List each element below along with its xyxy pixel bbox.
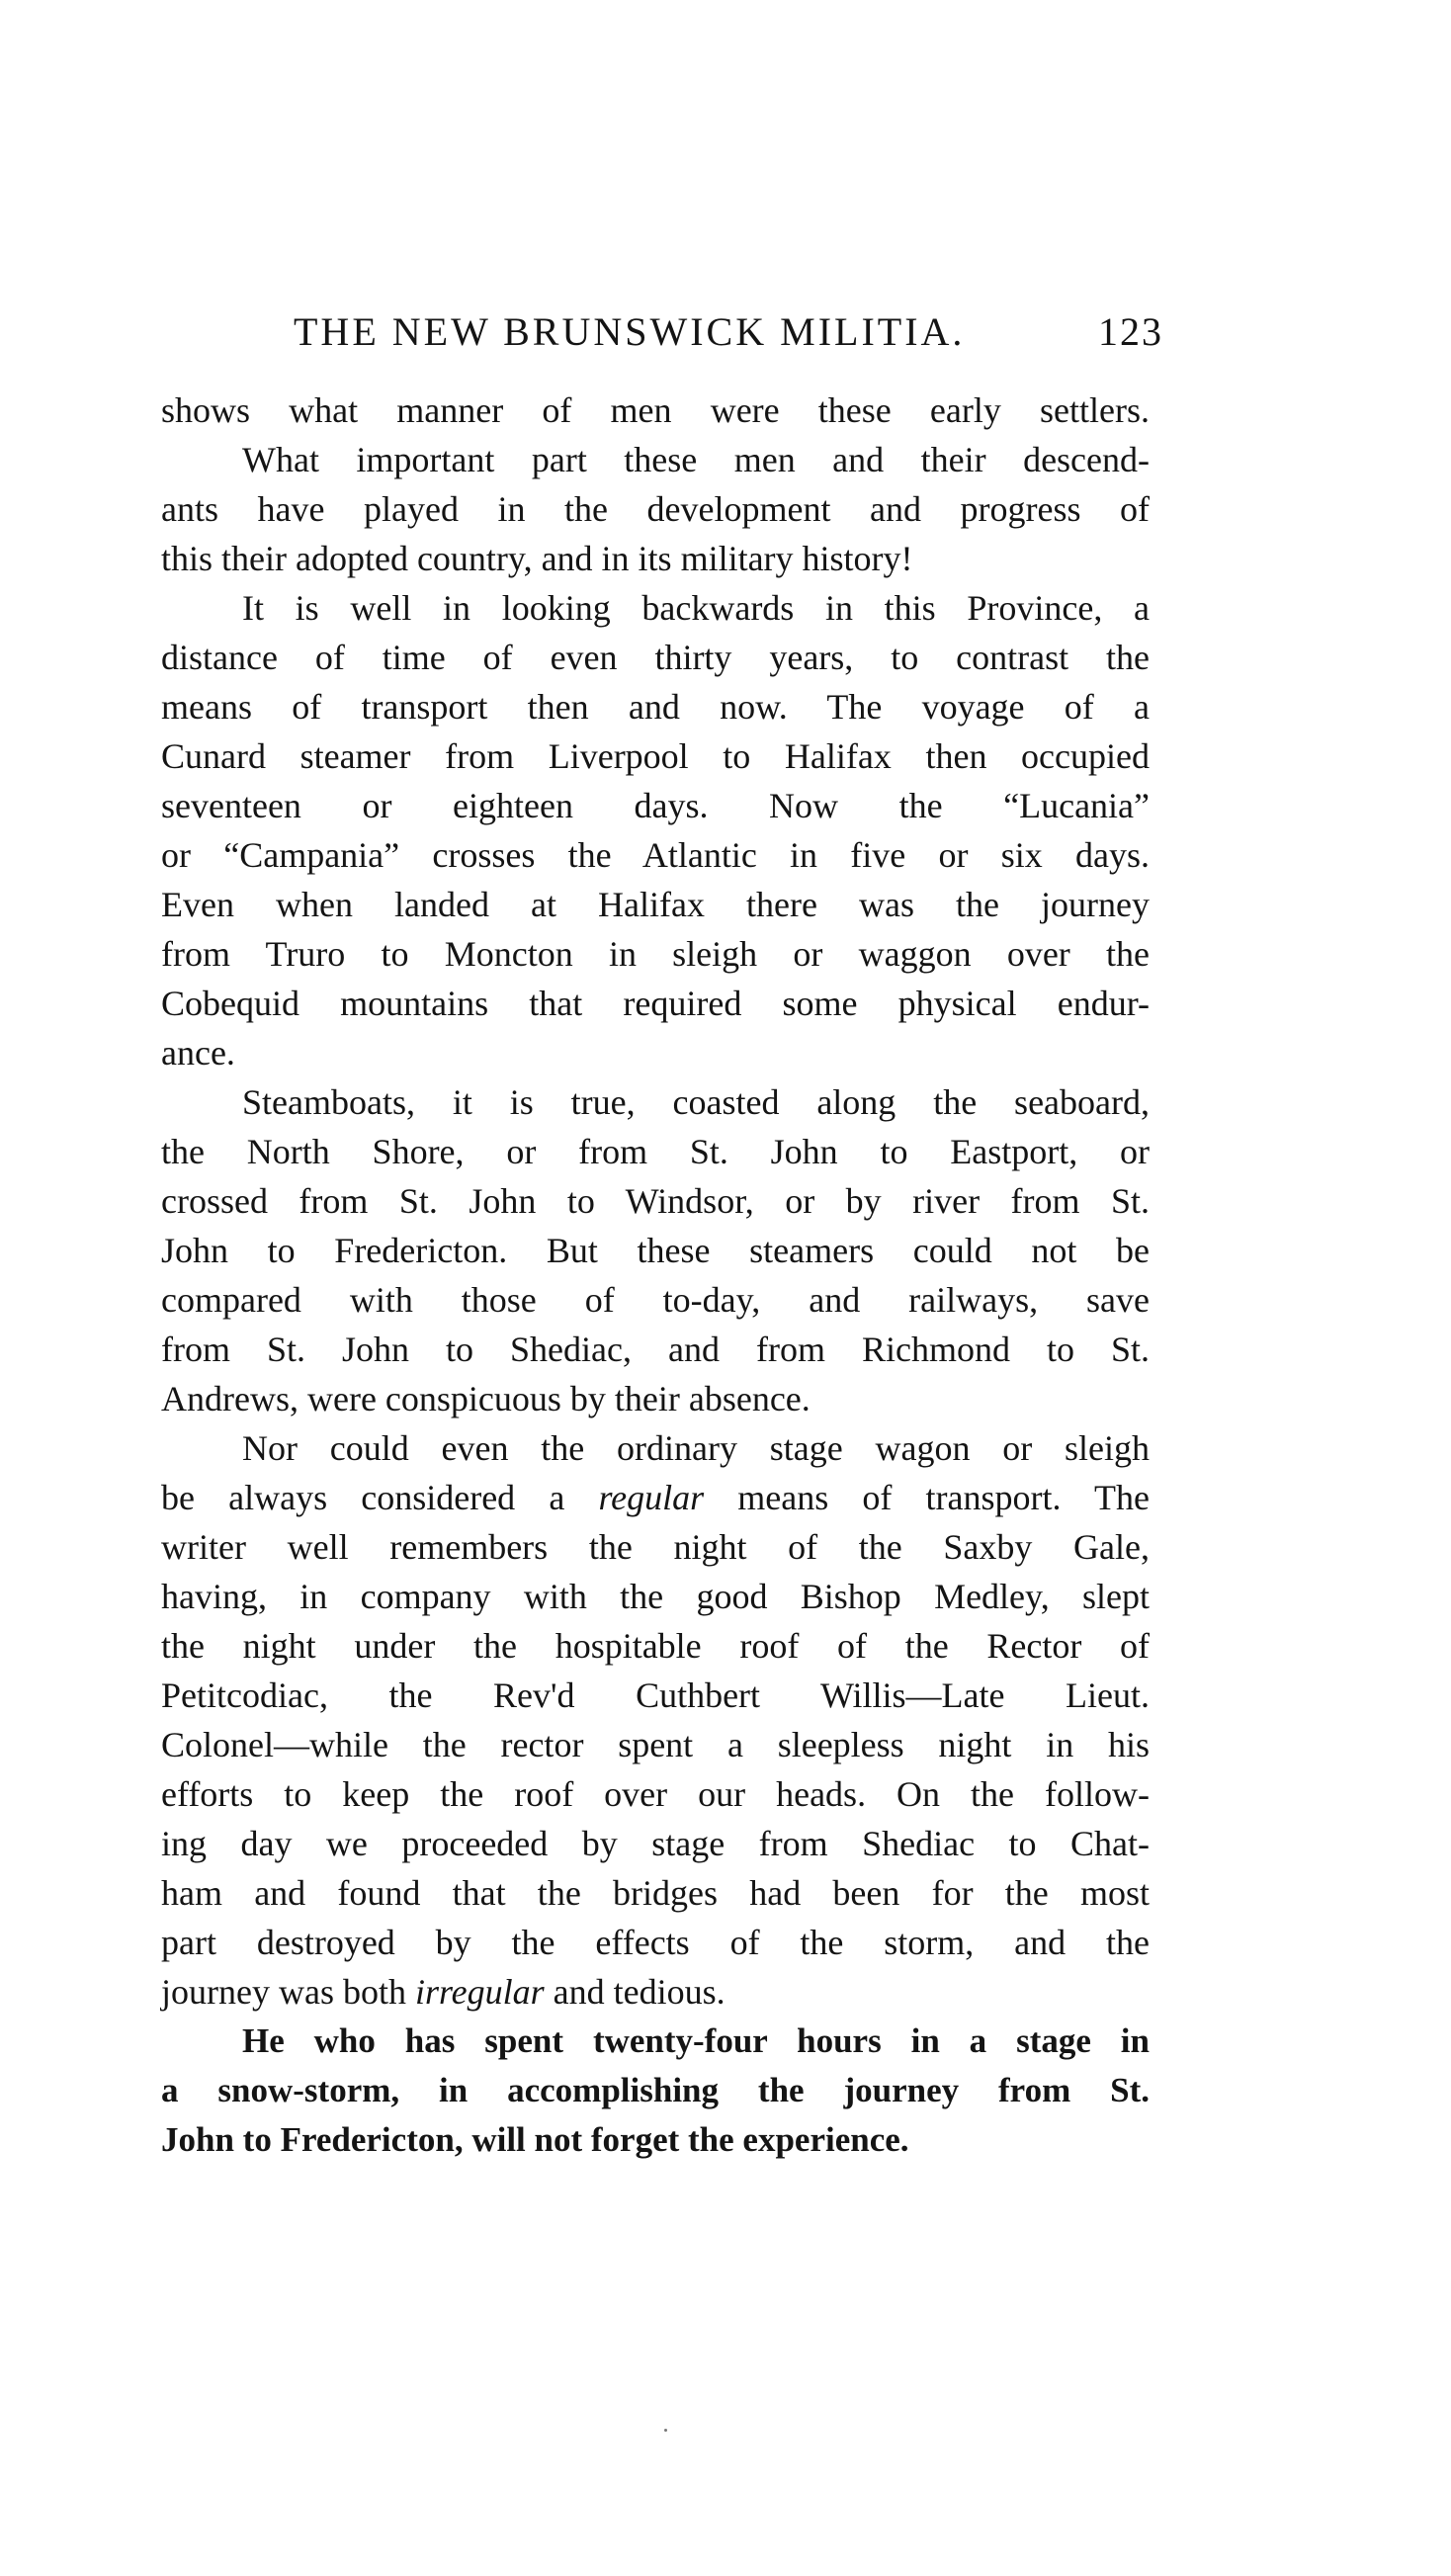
- text-line: seventeen or eighteen days. Now the “Lucania”: [161, 786, 1150, 825]
- text-line: crossed from St. John to Windsor, or by river from St.: [161, 1181, 1150, 1221]
- text-line: ance.: [161, 1033, 235, 1073]
- text-line: efforts to keep the roof over our heads. On the follow-: [161, 1774, 1150, 1814]
- text-line: ants have played in the development and progress of: [161, 489, 1150, 529]
- paragraph-start-line: What important part these men and their descend-: [242, 440, 1150, 479]
- running-head: [294, 302, 1163, 362]
- paragraph-start-line: It is well in looking backwards in this Province, a: [242, 588, 1150, 628]
- text-line: ham and found that the bridges had been for the most: [161, 1873, 1150, 1913]
- italic-word: regular: [598, 1478, 705, 1517]
- italic-word: irregular: [414, 1972, 545, 2012]
- text-line: distance of time of even thirty years, to contrast the: [161, 638, 1150, 677]
- body-text: [161, 386, 1150, 2165]
- text-run: be always considered a: [161, 1478, 599, 1517]
- text-line: writer well remembers the night of the Saxby Gale,: [161, 1527, 1150, 1567]
- text-line: the North Shore, or from St. John to Eastport, or: [161, 1132, 1150, 1171]
- paragraph-start-line: He who has spent twenty-four hours in a stage in: [242, 2021, 1150, 2060]
- text-line: Petitcodiac, the Rev'd Cuthbert Willis—Late Lieut.: [161, 1675, 1150, 1715]
- paragraph-start-line: Nor could even the ordinary stage wagon or sleigh: [242, 1428, 1150, 1468]
- text-line: having, in company with the good Bishop Medley, slept: [161, 1577, 1150, 1616]
- paragraph-start-line: Steamboats, it is true, coasted along the seaboard,: [242, 1082, 1150, 1122]
- text-line: a snow-storm, in accomplishing the journey from St.: [161, 2071, 1150, 2109]
- text-line: means of transport then and now. The voyage of a: [161, 687, 1150, 727]
- text-line: from Truro to Moncton in sleigh or waggon over the: [161, 934, 1150, 974]
- text-line: compared with those of to-day, and railways, save: [161, 1280, 1150, 1320]
- page-number: 123: [1098, 309, 1163, 354]
- text-run: journey was both: [161, 1972, 415, 2012]
- text-line: Cobequid mountains that required some physical endur-: [161, 984, 1150, 1023]
- text-line: shows what manner of men were these early settlers.: [161, 390, 1150, 430]
- text-line: Andrews, were conspicuous by their absence.: [161, 1379, 811, 1418]
- text-line: part destroyed by the effects of the storm, and the: [161, 1923, 1150, 1962]
- printer-mark: [664, 2429, 667, 2432]
- text-line: Even when landed at Halifax there was the journey: [161, 885, 1150, 924]
- text-line: the night under the hospitable roof of the Rector of: [161, 1626, 1150, 1666]
- text-run: and tedious.: [544, 1972, 726, 2012]
- text-line: Colonel—while the rector spent a sleepless night in his: [161, 1725, 1150, 1764]
- text-line: John to Fredericton, will not forget the experience.: [161, 2120, 909, 2159]
- text-line: [161, 1473, 1150, 1522]
- text-line: John to Fredericton. But these steamers could not be: [161, 1231, 1150, 1270]
- text-line: ing day we proceeded by stage from Shediac to Chat-: [161, 1824, 1150, 1863]
- text-line: from St. John to Shediac, and from Richmond to St.: [161, 1330, 1150, 1369]
- running-title: THE NEW BRUNSWICK MILITIA.: [294, 309, 966, 354]
- text-line: Cunard steamer from Liverpool to Halifax then occupied: [161, 736, 1150, 776]
- text-line: [161, 1967, 1150, 2017]
- text-line: this their adopted country, and in its military history!: [161, 539, 913, 578]
- text-line: or “Campania” crosses the Atlantic in five or six days.: [161, 835, 1150, 875]
- text-run: means of transport. The: [704, 1478, 1150, 1517]
